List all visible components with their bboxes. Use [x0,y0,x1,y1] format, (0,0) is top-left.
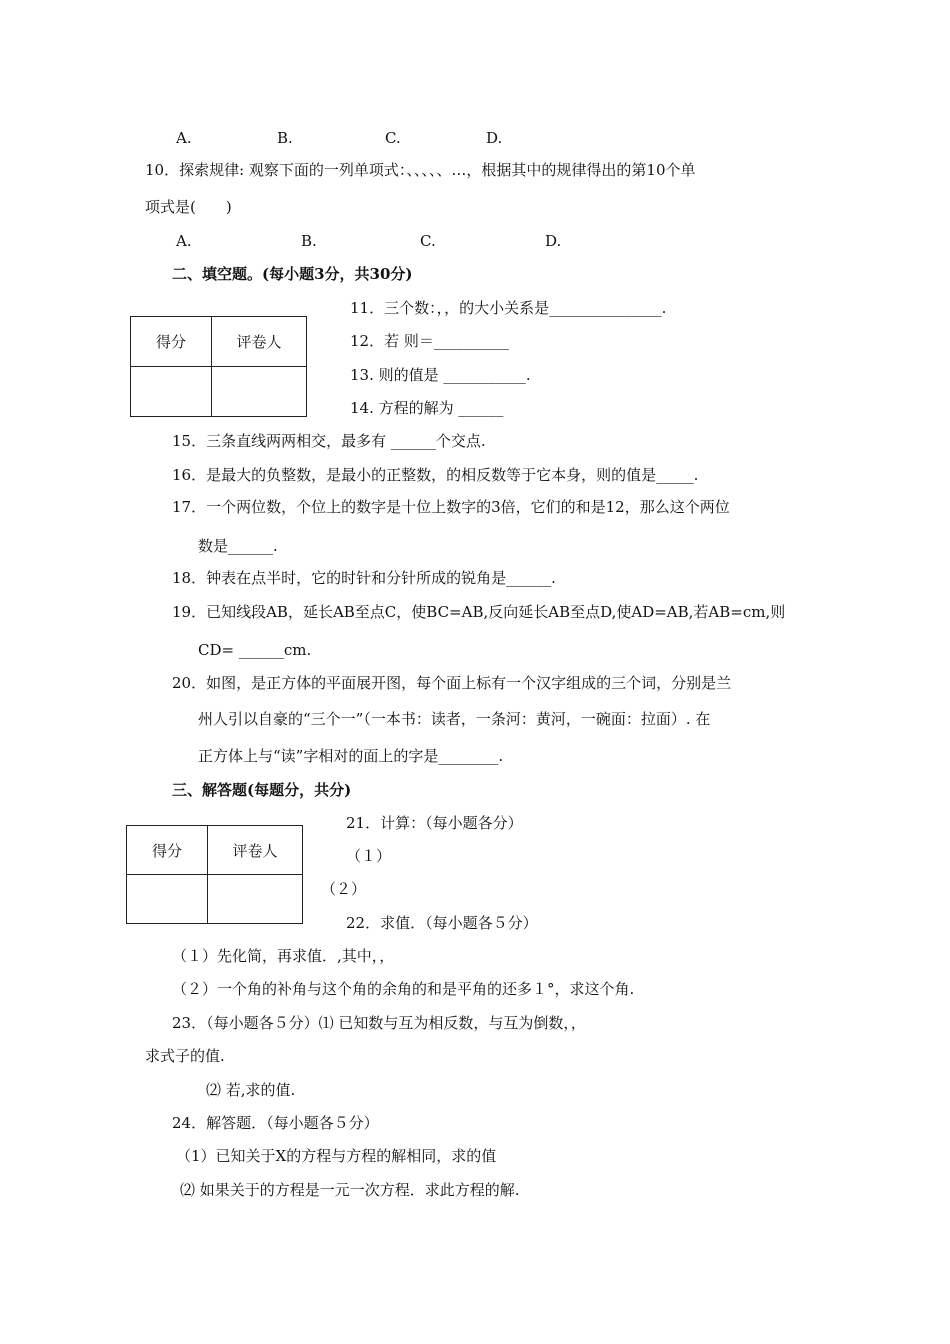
q10-option-b: B. [301,232,317,250]
q14-text: 14. 方程的解为 ______ [350,399,504,417]
q19-text-line1: 19．已知线段AB，延长AB至点C，使BC=AB,反向延长AB至点D,使AD=AB,若AB=cm,则 [172,603,786,621]
q23-text-line2: 求式子的值. [145,1047,225,1065]
q17-text-line1: 17．一个两位数，个位上的数字是十位上数字的3倍，它们的和是12，那么这个两位 [172,498,730,516]
q23-text-line1: 23．（每小题各５分）⑴ 已知数与互为相反数，与互为倒数，， [172,1014,586,1032]
q24-part2: ⑵ 如果关于的方程是一元一次方程．求此方程的解. [180,1181,520,1199]
q21-part2: （２） [321,880,367,898]
q10-option-a: A. [176,232,192,250]
q22-part2: （２）一个角的补角与这个角的余角的和是平角的还多１°，求这个角. [172,980,635,998]
q17-text-line2: 数是______. [198,537,278,555]
grader-cell [212,367,307,417]
q22-part1: （１）先化简，再求值．,其中，， [172,947,395,965]
section2-score-table [130,316,307,417]
q9-option-c: C. [385,129,401,147]
q23-part2: ⑵ 若,求的值. [206,1081,296,1099]
q22-text: 22．求值．（每小题各５分） [346,914,538,932]
q21-text: 21．计算：（每小题各分） [346,814,523,832]
grader-header: 评卷人 [208,826,303,875]
score-cell [131,367,212,417]
q20-text-line2: 州人引以自豪的“三个一”（一本书：读者，一条河：黄河，一碗面：拉面）. 在 [198,710,711,728]
q10-text-line2: 项式是( ) [145,198,232,216]
q12-text: 12．若 则＝__________ [350,332,509,350]
q20-text-line1: 20．如图，是正方体的平面展开图，每个面上标有一个汉字组成的三个词，分别是兰 [172,674,732,692]
q24-part1: （1）已知关于X的方程与方程的解相同，求的值 [176,1147,497,1165]
section3-score-table [126,825,303,924]
q20-text-line3: 正方体上与“读”字相对的面上的字是________. [198,747,504,765]
score-header: 得分 [127,826,208,875]
score-cell [127,875,208,924]
q9-option-a: A. [176,129,192,147]
q10-option-d: D. [545,232,562,250]
q19-text-line2: CD= ______cm. [198,641,312,659]
section3-heading: 三、解答题(每题分，共分) [172,781,352,799]
q9-option-d: D. [486,129,503,147]
score-header: 得分 [131,317,212,367]
q15-text: 15．三条直线两两相交，最多有 ______个交点. [172,432,486,450]
q21-part1: （１） [346,847,392,865]
q10-option-c: C. [420,232,436,250]
grader-header: 评卷人 [212,317,307,367]
q11-text: 11．三个数：，，的大小关系是_______________. [350,299,667,317]
q16-text: 16．是最大的负整数，是最小的正整数，的相反数等于它本身，则的值是_____. [172,466,699,484]
q24-text: 24．解答题．（每小题各５分） [172,1114,379,1132]
grader-cell [208,875,303,924]
section2-heading: 二、填空题。(每小题3分，共30分) [172,265,413,283]
q13-text: 13. 则的值是 ___________. [350,366,531,384]
q10-text-line1: 10．探索规律: 观察下面的一列单项式：、、、、、…，根据其中的规律得出的第10个单 [145,161,696,179]
q9-option-b: B. [277,129,293,147]
q18-text: 18．钟表在点半时，它的时针和分针所成的锐角是______. [172,569,556,587]
